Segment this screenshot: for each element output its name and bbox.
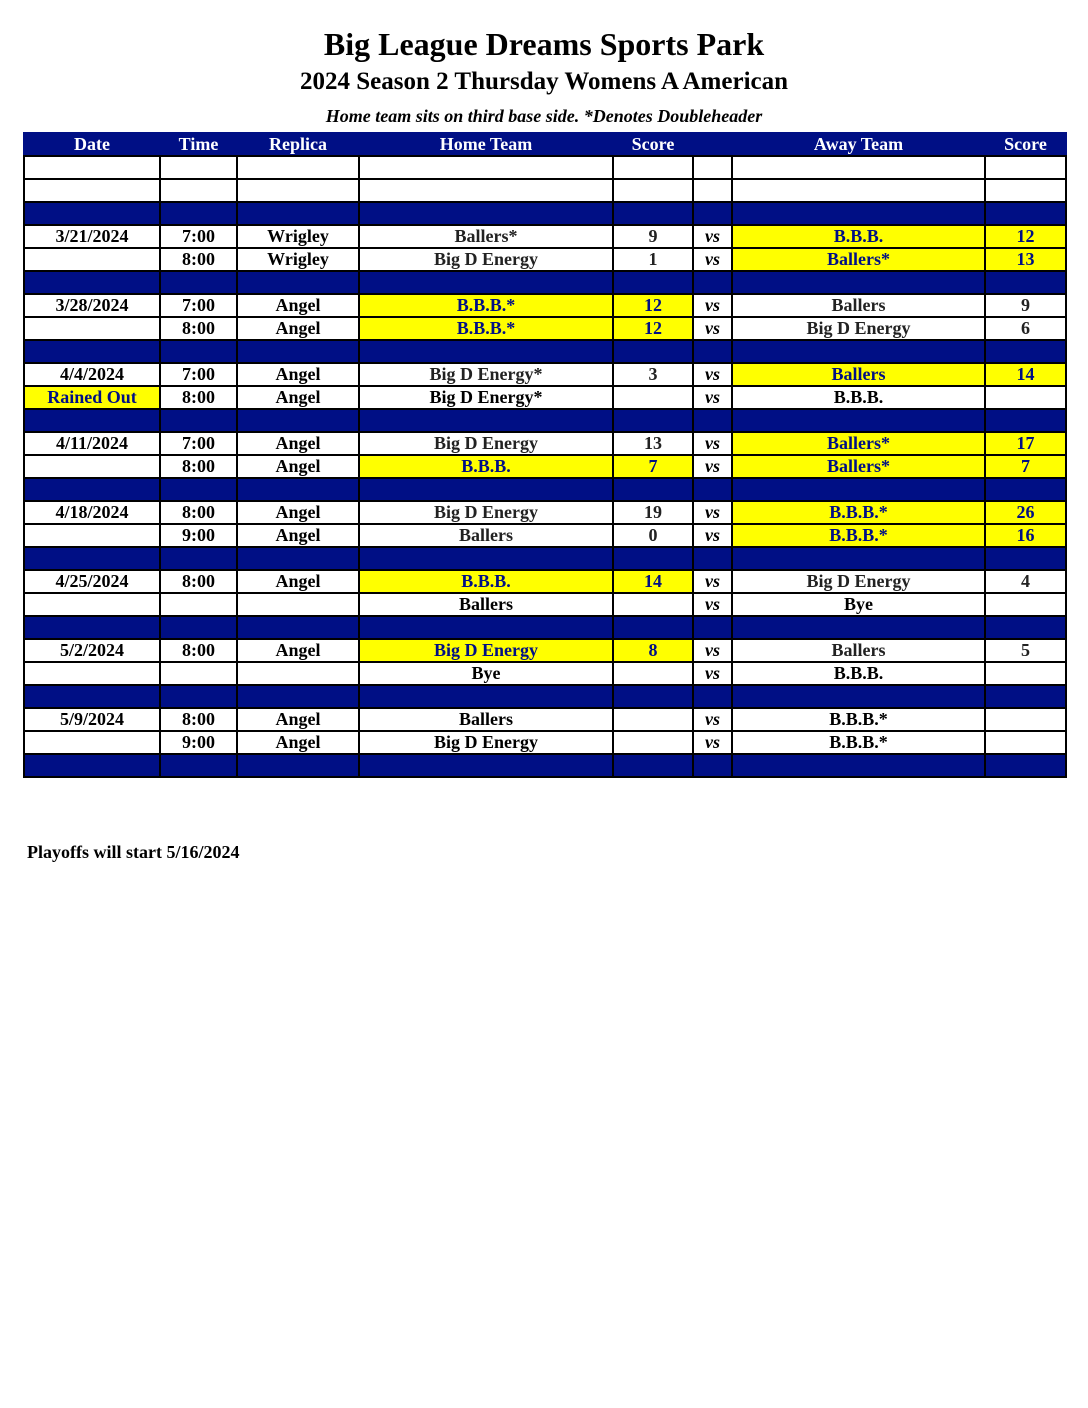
empty-row [24,179,1066,202]
separator-row [24,202,1066,225]
cell-home-score [613,731,693,754]
cell-vs [693,754,732,777]
cell-home-team: Big D Energy* [359,363,613,386]
cell-time [160,478,237,501]
cell-time [160,685,237,708]
cell-replica [237,478,359,501]
game-row [24,225,1066,248]
cell-home-team: Big D Energy* [359,386,613,409]
cell-away-team: Ballers [732,639,985,662]
separator-row [24,616,1066,639]
cell-home-team [359,616,613,639]
cell-home-team: Big D Energy [359,248,613,271]
cell-vs [693,478,732,501]
game-row [24,432,1066,455]
game-row [24,455,1066,478]
cell-time [160,754,237,777]
cell-away-score [985,271,1066,294]
cell-replica: Angel [237,501,359,524]
game-row [24,317,1066,340]
cell-away-score [985,386,1066,409]
cell-vs: vs [693,524,732,547]
cell-away-team: Big D Energy [732,317,985,340]
cell-date [24,524,160,547]
game-row [24,363,1066,386]
cell-date [24,685,160,708]
col-header-time: Time [160,133,237,156]
cell-replica: Wrigley [237,225,359,248]
cell-away-team: B.B.B.* [732,524,985,547]
cell-home-team: B.B.B.* [359,317,613,340]
cell-time: 8:00 [160,317,237,340]
cell-replica: Angel [237,294,359,317]
cell-time [160,271,237,294]
cell-home-score [613,202,693,225]
cell-time [160,340,237,363]
cell-replica [237,754,359,777]
cell-away-team: Ballers* [732,248,985,271]
cell-vs: vs [693,432,732,455]
cell-away-team: Ballers* [732,455,985,478]
cell-replica: Wrigley [237,248,359,271]
cell-replica [237,593,359,616]
cell-vs: vs [693,570,732,593]
cell-home-score [613,593,693,616]
cell-home-score: 13 [613,432,693,455]
cell-home-team: Ballers [359,708,613,731]
cell-home-score [613,478,693,501]
separator-row [24,547,1066,570]
col-header-away-score: Score [985,133,1066,156]
cell-time: 8:00 [160,248,237,271]
game-row [24,639,1066,662]
cell-time [160,616,237,639]
cell-date [24,616,160,639]
cell-away-score: 6 [985,317,1066,340]
cell-away-score: 4 [985,570,1066,593]
cell-away-team: B.B.B.* [732,708,985,731]
cell-away-team [732,478,985,501]
cell-away-team [732,271,985,294]
cell-date: 5/2/2024 [24,639,160,662]
separator-row [24,685,1066,708]
cell-home-score: 12 [613,294,693,317]
cell-replica: Angel [237,386,359,409]
cell-home-score [613,271,693,294]
cell-time: 8:00 [160,455,237,478]
cell-away-score [985,685,1066,708]
cell-away-score [985,202,1066,225]
cell-home-team: Big D Energy [359,432,613,455]
cell-home-team: Bye [359,662,613,685]
cell-home-score [613,340,693,363]
cell-home-score: 19 [613,501,693,524]
cell-away-score [985,340,1066,363]
cell-replica [237,662,359,685]
cell-date: 3/21/2024 [24,225,160,248]
cell-vs: vs [693,386,732,409]
cell-home-score: 14 [613,570,693,593]
cell-home-score [613,616,693,639]
cell-home-score [613,754,693,777]
separator-row [24,754,1066,777]
cell-time [160,202,237,225]
cell-date [24,317,160,340]
col-header-date: Date [24,133,160,156]
header-note: Home team sits on third base side. *Denotes Doubleheader [325,106,763,126]
cell-vs: vs [693,248,732,271]
cell-replica [237,202,359,225]
cell-away-team: Ballers* [732,432,985,455]
empty-row [24,156,1066,179]
separator-row [24,409,1066,432]
cell-away-score [985,616,1066,639]
cell-replica [237,271,359,294]
game-row [24,708,1066,731]
cell-away-score [985,754,1066,777]
cell-home-score [613,708,693,731]
cell-date [24,179,160,202]
cell-away-team: Big D Energy [732,570,985,593]
cell-date [24,731,160,754]
cell-home-team: Ballers [359,524,613,547]
cell-home-team [359,478,613,501]
game-row [24,294,1066,317]
cell-away-score [985,547,1066,570]
cell-date: 5/9/2024 [24,708,160,731]
cell-time: 7:00 [160,363,237,386]
cell-replica [237,685,359,708]
cell-time: 8:00 [160,386,237,409]
schedule-table [23,132,1067,778]
cell-vs: vs [693,593,732,616]
cell-date [24,478,160,501]
cell-vs [693,202,732,225]
cell-replica [237,409,359,432]
cell-time [160,179,237,202]
cell-away-score [985,593,1066,616]
cell-vs: vs [693,731,732,754]
page-title: Big League Dreams Sports Park [323,26,765,62]
cell-away-team [732,202,985,225]
cell-replica: Angel [237,639,359,662]
cell-home-team [359,547,613,570]
cell-date [24,248,160,271]
game-row [24,662,1066,685]
cell-vs: vs [693,363,732,386]
cell-home-score: 9 [613,225,693,248]
cell-time: 9:00 [160,731,237,754]
cell-away-score [985,662,1066,685]
cell-home-team [359,271,613,294]
cell-date [24,156,160,179]
cell-away-score [985,179,1066,202]
cell-away-score: 17 [985,432,1066,455]
cell-time: 8:00 [160,708,237,731]
cell-vs: vs [693,317,732,340]
cell-home-score [613,409,693,432]
cell-away-score: 16 [985,524,1066,547]
cell-away-score: 12 [985,225,1066,248]
cell-away-team [732,340,985,363]
cell-vs: vs [693,639,732,662]
cell-vs [693,685,732,708]
game-row [24,570,1066,593]
cell-replica: Angel [237,455,359,478]
cell-away-score: 5 [985,639,1066,662]
game-row [24,593,1066,616]
cell-date: 3/28/2024 [24,294,160,317]
cell-away-score: 9 [985,294,1066,317]
schedule-body [24,156,1066,777]
cell-vs [693,547,732,570]
cell-time [160,593,237,616]
cell-home-score: 7 [613,455,693,478]
cell-replica: Angel [237,524,359,547]
cell-away-score [985,708,1066,731]
cell-vs [693,409,732,432]
cell-home-score: 0 [613,524,693,547]
cell-replica [237,340,359,363]
cell-home-team: B.B.B. [359,570,613,593]
cell-date [24,271,160,294]
cell-home-team: Big D Energy [359,731,613,754]
cell-away-team [732,156,985,179]
cell-away-team: B.B.B.* [732,731,985,754]
cell-home-team: Ballers [359,593,613,616]
cell-home-score: 12 [613,317,693,340]
cell-home-team: B.B.B. [359,455,613,478]
col-header-home-score: Score [613,133,693,156]
cell-replica: Angel [237,363,359,386]
cell-home-team: Ballers* [359,225,613,248]
cell-away-team: B.B.B. [732,662,985,685]
cell-away-score: 13 [985,248,1066,271]
cell-replica: Angel [237,432,359,455]
cell-away-team: B.B.B. [732,225,985,248]
game-row [24,501,1066,524]
cell-away-team: Bye [732,593,985,616]
col-header-replica: Replica [237,133,359,156]
cell-replica: Angel [237,731,359,754]
cell-home-score: 1 [613,248,693,271]
cell-time: 8:00 [160,501,237,524]
cell-vs [693,156,732,179]
cell-home-score [613,662,693,685]
playoffs-note: Playoffs will start 5/16/2024 [27,842,240,862]
cell-time: 7:00 [160,225,237,248]
cell-away-team [732,409,985,432]
cell-replica: Angel [237,708,359,731]
cell-vs: vs [693,294,732,317]
cell-time [160,156,237,179]
cell-home-team: Big D Energy [359,501,613,524]
separator-row [24,478,1066,501]
cell-vs [693,616,732,639]
cell-time [160,409,237,432]
cell-home-team [359,685,613,708]
cell-home-team: B.B.B.* [359,294,613,317]
cell-away-team: Ballers [732,294,985,317]
cell-replica [237,547,359,570]
cell-away-team [732,547,985,570]
cell-away-score [985,731,1066,754]
cell-away-score: 7 [985,455,1066,478]
cell-home-team [359,409,613,432]
cell-home-team [359,340,613,363]
cell-away-score [985,478,1066,501]
cell-away-team: B.B.B. [732,386,985,409]
separator-row [24,340,1066,363]
cell-vs: vs [693,455,732,478]
cell-time: 8:00 [160,570,237,593]
game-row [24,524,1066,547]
game-row [24,386,1066,409]
header-row [24,133,1066,156]
cell-away-team [732,616,985,639]
cell-away-score: 26 [985,501,1066,524]
cell-replica [237,156,359,179]
cell-date [24,409,160,432]
cell-vs [693,340,732,363]
cell-time: 7:00 [160,294,237,317]
cell-away-team: B.B.B.* [732,501,985,524]
col-header-vs [693,133,732,156]
cell-vs: vs [693,225,732,248]
cell-replica: Angel [237,317,359,340]
cell-away-team [732,179,985,202]
cell-home-team: Big D Energy [359,639,613,662]
cell-home-team [359,156,613,179]
col-header-home-team: Home Team [359,133,613,156]
cell-date [24,455,160,478]
cell-away-score: 14 [985,363,1066,386]
cell-date: 4/4/2024 [24,363,160,386]
cell-vs: vs [693,501,732,524]
cell-vs [693,271,732,294]
cell-away-score [985,156,1066,179]
separator-row [24,271,1066,294]
cell-date [24,593,160,616]
cell-home-score [613,547,693,570]
cell-home-score: 3 [613,363,693,386]
cell-home-score [613,156,693,179]
cell-vs: vs [693,662,732,685]
cell-home-score: 8 [613,639,693,662]
cell-home-score [613,386,693,409]
game-row [24,731,1066,754]
cell-date: 4/25/2024 [24,570,160,593]
cell-replica [237,179,359,202]
cell-away-team: Ballers [732,363,985,386]
cell-time: 7:00 [160,432,237,455]
cell-home-score [613,685,693,708]
cell-date [24,662,160,685]
cell-home-team [359,179,613,202]
cell-date [24,340,160,363]
cell-away-team [732,754,985,777]
cell-time [160,662,237,685]
cell-vs [693,179,732,202]
cell-date [24,754,160,777]
cell-date: 4/18/2024 [24,501,160,524]
cell-home-team [359,754,613,777]
cell-replica [237,616,359,639]
page-subtitle: 2024 Season 2 Thursday Womens A American [299,68,789,95]
cell-vs: vs [693,708,732,731]
cell-date: 4/11/2024 [24,432,160,455]
cell-away-score [985,409,1066,432]
cell-home-score [613,179,693,202]
cell-date: Rained Out [24,386,160,409]
cell-home-team [359,202,613,225]
cell-date [24,547,160,570]
cell-away-team [732,685,985,708]
cell-replica: Angel [237,570,359,593]
game-row [24,248,1066,271]
cell-time: 9:00 [160,524,237,547]
cell-time [160,547,237,570]
cell-date [24,202,160,225]
cell-time: 8:00 [160,639,237,662]
col-header-away-team: Away Team [732,133,985,156]
